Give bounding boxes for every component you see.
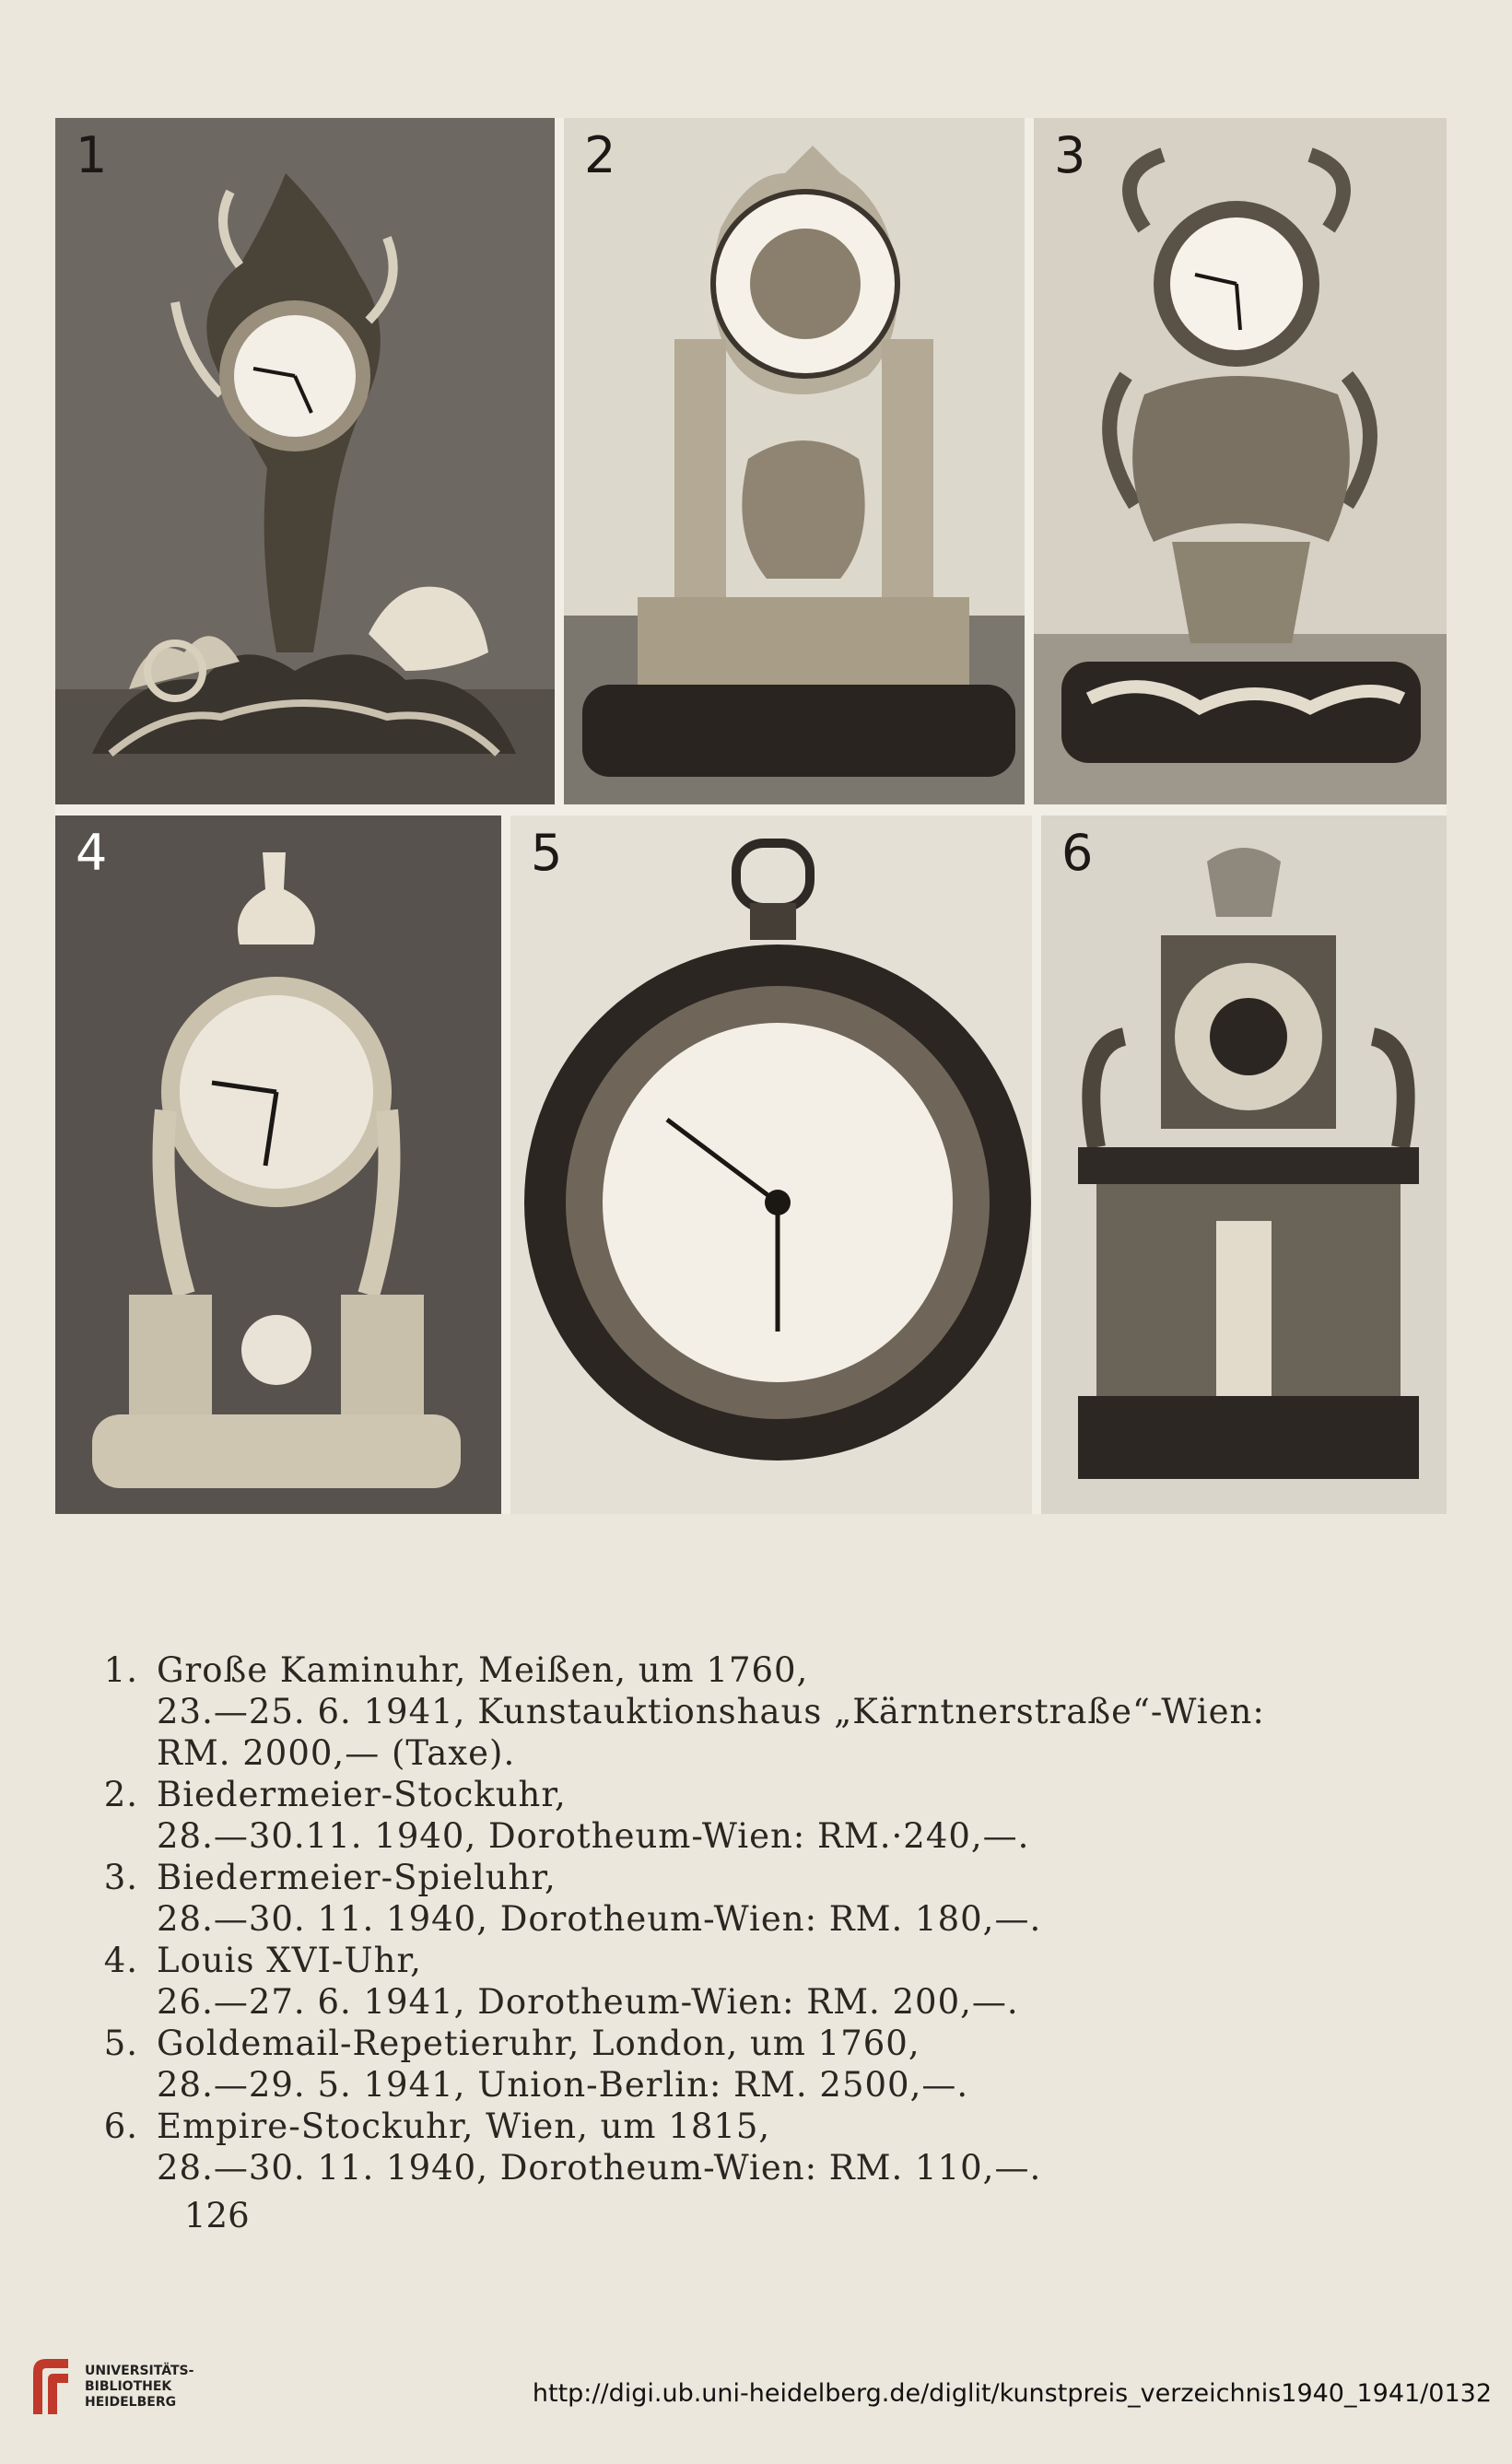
caption-line: Biedermeier-Stockuhr, xyxy=(157,1775,567,1814)
plate-6 xyxy=(1041,815,1447,1514)
caption-line: 28.—30. 11. 1940, Dorotheum-Wien: RM. 180,—. xyxy=(157,1899,1042,1939)
caption-number: 6. xyxy=(103,2106,138,2146)
caption-line: 26.—27. 6. 1941, Dorotheum-Wien: RM. 200,—. xyxy=(157,1982,1019,2022)
photo-plates xyxy=(55,118,1447,1514)
pocket-watch-photo xyxy=(510,815,1032,1514)
caption-item-1 xyxy=(64,1649,1265,1774)
caption-item-3 xyxy=(64,1857,1216,1940)
mantel-clock-rococo-photo xyxy=(55,118,555,804)
plate-4 xyxy=(55,815,501,1514)
plate-number-1: 1 xyxy=(76,126,108,184)
caption-line: 28.—30.11. 1940, Dorotheum-Wien: RM.·240,—. xyxy=(157,1816,1030,1856)
library-logo xyxy=(29,2355,193,2418)
page-number: 126 xyxy=(184,2196,250,2235)
caption-line: Louis XVI-Uhr, xyxy=(157,1941,422,1980)
plate-number-6: 6 xyxy=(1061,824,1094,882)
caption-list xyxy=(64,1649,1265,2188)
plate-number-2: 2 xyxy=(584,126,616,184)
library-line-3: HEIDELBERG xyxy=(85,2394,177,2410)
caption-line: Biedermeier-Spieluhr, xyxy=(157,1858,557,1897)
caption-line: Große Kaminuhr, Meißen, um 1760, xyxy=(157,1650,809,1690)
louis-xvi-urn-clock-photo xyxy=(55,815,501,1514)
caption-item-6 xyxy=(64,2106,1216,2188)
plate-number-3: 3 xyxy=(1054,126,1086,184)
caption-line: RM. 2000,— (Taxe). xyxy=(157,1733,516,1773)
empire-clock-eagle-photo xyxy=(1041,815,1447,1514)
column-clock-photo xyxy=(564,118,1025,804)
plate-number-4: 4 xyxy=(76,824,108,882)
plate-1 xyxy=(55,118,555,804)
caption-line: 28.—30. 11. 1940, Dorotheum-Wien: RM. 110,—. xyxy=(157,2148,1042,2188)
plate-5 xyxy=(510,815,1032,1514)
caption-number: 3. xyxy=(103,1858,138,1897)
caption-line: Goldemail-Repetieruhr, London, um 1760, xyxy=(157,2024,920,2063)
caption-line: 28.—29. 5. 1941, Union-Berlin: RM. 2500,—. xyxy=(157,2065,969,2105)
caption-item-4 xyxy=(64,1940,1216,2023)
caption-number: 2. xyxy=(103,1775,138,1814)
plate-number-5: 5 xyxy=(531,824,563,882)
caption-line: Empire-Stockuhr, Wien, um 1815, xyxy=(157,2106,771,2146)
caption-item-2 xyxy=(64,1774,1216,1857)
musical-clock-flower-basket-photo xyxy=(1034,118,1447,804)
caption-number: 5. xyxy=(103,2024,138,2063)
plate-2 xyxy=(564,118,1025,804)
source-url-link[interactable]: http://digi.ub.uni-heidelberg.de/diglit/kunstpreis_verzeichnis1940_1941/0132 xyxy=(532,2379,1492,2408)
library-line-2: BIBLIOTHEK xyxy=(85,2378,172,2394)
library-line-1: UNIVERSITÄTS- xyxy=(85,2363,194,2378)
caption-line: 23.—25. 6. 1941, Kunstauktionshaus „Kärntnerstraße“-Wien: xyxy=(157,1692,1265,1731)
plate-3 xyxy=(1034,118,1447,804)
caption-item-5 xyxy=(64,2023,1216,2106)
university-library-logo-icon xyxy=(29,2355,72,2418)
caption-number: 1. xyxy=(103,1650,138,1690)
caption-number: 4. xyxy=(103,1941,138,1980)
